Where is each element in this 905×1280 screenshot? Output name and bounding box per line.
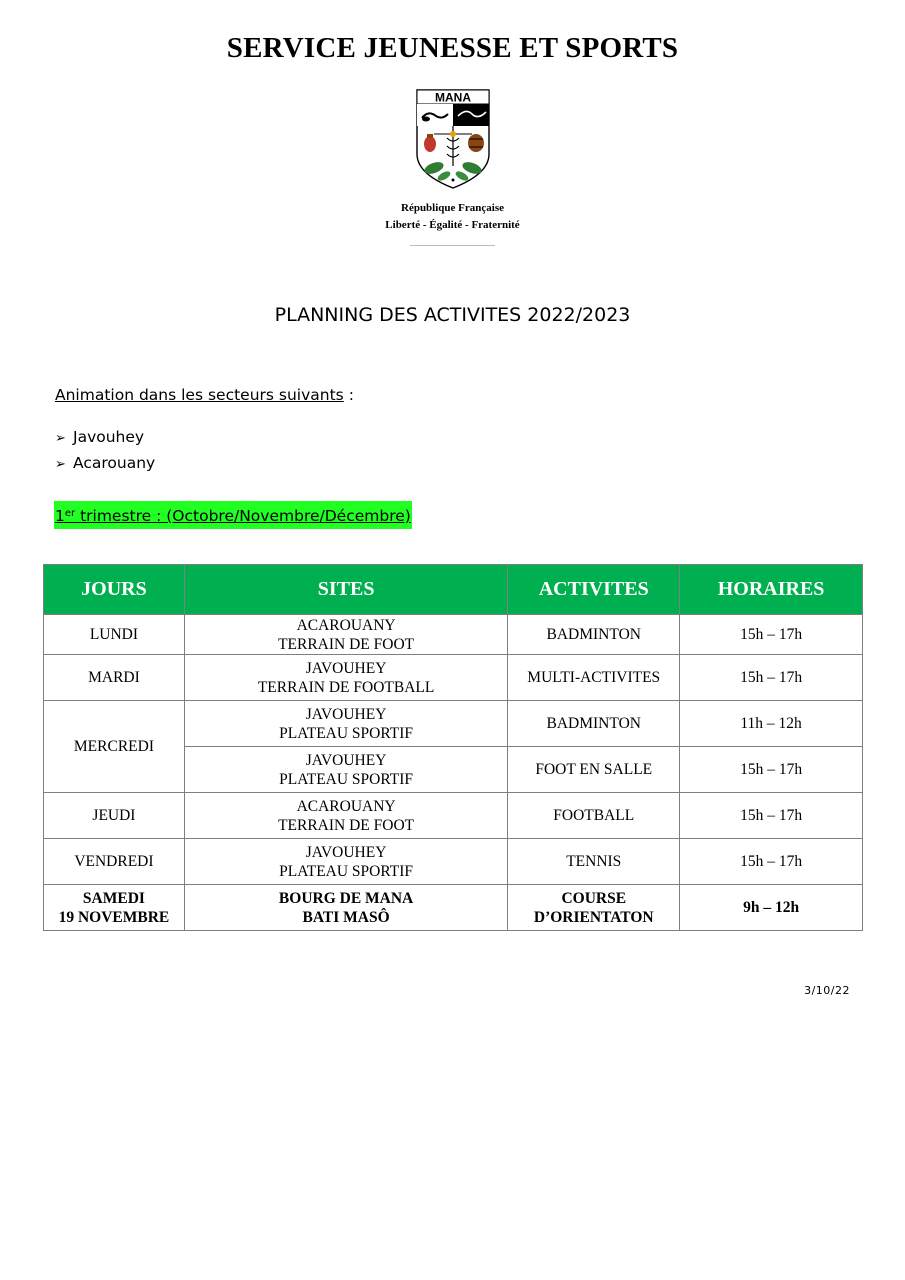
activity-cell: TENNIS [508,839,680,885]
site-detail: TERRAIN DE FOOT [278,816,415,834]
day-cell [44,885,185,931]
header-activites: ACTIVITES [508,565,680,615]
activity-cell: BADMINTON [508,701,680,747]
hours-cell: 15h – 17h [680,793,863,839]
site-name: ACAROUANY [296,616,396,634]
site-name: JAVOUHEY [305,843,387,861]
arrow-bullet-icon: ➢ [55,457,66,472]
hours-cell: 15h – 17h [680,747,863,793]
motto-label: Liberté - Égalité - Fraternité [385,219,520,231]
planning-title: PLANNING DES ACTIVITES 2022/2023 [274,304,631,326]
site-cell [184,839,507,885]
logo-text: MANA [435,90,471,105]
hours-cell: 11h – 12h [680,701,863,747]
day-cell: LUNDI [44,615,185,655]
day-cell: JEUDI [44,793,185,839]
hours-cell: 15h – 17h [680,839,863,885]
hours-cell: 15h – 17h [680,655,863,701]
day-cell: MARDI [44,655,185,701]
sector-label: Acarouany [73,454,156,472]
trimester-text: trimestre : (Octobre/Novembre/Décembre) [75,507,411,525]
activity-cell: FOOT EN SALLE [508,747,680,793]
mana-coat-of-arms-logo [414,88,492,190]
table-row [44,701,863,747]
site-cell [184,885,507,931]
activity-cell: MULTI-ACTIVITES [508,655,680,701]
sectors-intro-text: Animation dans les secteurs suivants [55,386,344,404]
table-row [44,885,863,931]
trimester-ordinal: 1 [55,507,65,525]
site-detail: PLATEAU SPORTIF [279,862,414,880]
site-detail: TERRAIN DE FOOT [278,635,415,653]
sectors-intro-suffix: : [343,386,354,404]
day-date: 19 NOVEMBRE [58,908,170,926]
site-cell [184,615,507,655]
arrow-bullet-icon: ➢ [55,431,66,446]
site-name: JAVOUHEY [305,705,387,723]
table-header-row [44,565,863,615]
hours-cell: 15h – 17h [680,615,863,655]
republic-label: République Française [401,202,504,214]
site-cell [184,701,507,747]
site-cell [184,655,507,701]
table-row [44,615,863,655]
site-detail: PLATEAU SPORTIF [279,724,414,742]
republic-motto [0,200,905,234]
activity-cell: FOOTBALL [508,793,680,839]
sectors-intro [55,386,354,404]
sector-item [55,428,144,446]
site-cell [184,747,507,793]
activity-cell: BADMINTON [508,615,680,655]
trimester-ordinal-suffix: er [64,508,76,519]
site-name: BOURG DE MANA [278,889,414,907]
table-row [44,839,863,885]
site-name: JAVOUHEY [305,751,387,769]
sector-label: Javouhey [73,428,145,446]
activity-cell [508,885,680,931]
day-cell: VENDREDI [44,839,185,885]
schedule-table [43,564,863,931]
day-name: SAMEDI [82,889,145,907]
site-detail: TERRAIN DE FOOTBALL [257,678,435,696]
site-name: ACAROUANY [296,797,396,815]
header-jours: JOURS [44,565,185,615]
logo-divider [410,245,495,246]
table-row [44,655,863,701]
day-cell: MERCREDI [44,701,185,793]
page-title: SERVICE JEUNESSE ET SPORTS [226,32,679,64]
site-detail: PLATEAU SPORTIF [279,770,414,788]
header-horaires: HORAIRES [680,565,863,615]
site-detail: BATI MASÔ [302,908,390,926]
sector-item [55,454,155,472]
site-name: JAVOUHEY [305,659,387,677]
table-row [44,793,863,839]
activity-detail: D’ORIENTATON [533,908,654,926]
site-cell [184,793,507,839]
hours-cell: 9h – 12h [680,885,863,931]
header-sites: SITES [184,565,507,615]
document-date: 3/10/22 [804,984,850,997]
trimester-heading [54,501,412,529]
activity-name: COURSE [561,889,627,907]
